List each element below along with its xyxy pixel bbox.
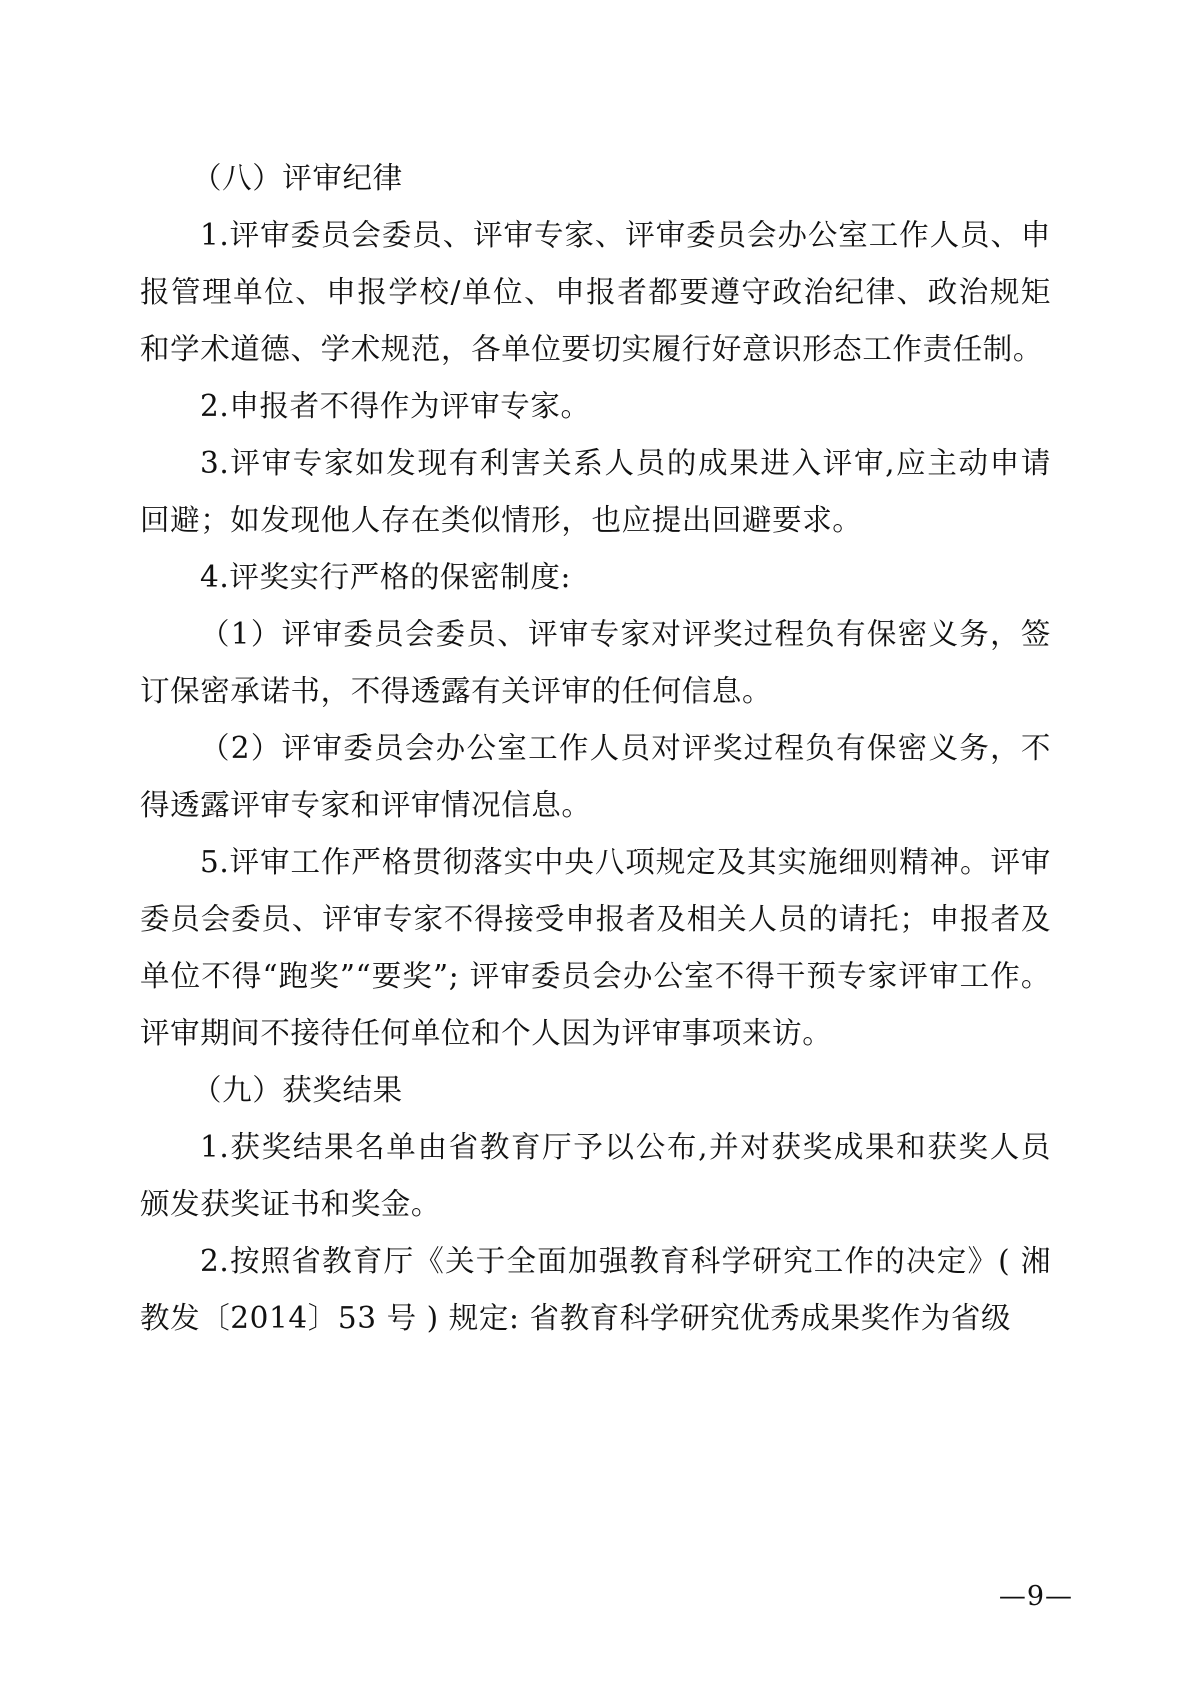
paragraph-5: 5.评审工作严格贯彻落实中央八项规定及其实施细则精神。评审委员会委员、评审专家不得接受申报者及相关人员的请托；申报者及单位不得“跑奖”“要奖”; 评审委员会办公室不得干预专家评审工作。评审期间不接待任何单位和个人因为评审事项来访。 xyxy=(140,845,1051,1050)
paragraph-4-item-2: （2）评审委员会办公室工作人员对评奖过程负有保密义务，不得透露评审专家和评审情况信息。 xyxy=(140,731,1051,822)
section-heading-8: （八）评审纪律 xyxy=(192,161,403,195)
paragraph-2: 2.申报者不得作为评审专家。 xyxy=(200,389,591,423)
document-body xyxy=(140,150,1051,1347)
paragraph-6: 1.获奖结果名单由省教育厅予以公布,并对获奖成果和获奖人员颁发获奖证书和奖金。 xyxy=(140,1130,1051,1221)
paragraph-4: 4.评奖实行严格的保密制度: xyxy=(200,560,571,594)
paragraph-7: 2.按照省教育厅《关于全面加强教育科学研究工作的决定》( 湘教发〔2014〕53 号 ) 规定: 省教育科学研究优秀成果奖作为省级 xyxy=(140,1244,1051,1335)
paragraph-3: 3.评审专家如发现有利害关系人员的成果进入评审,应主动申请回避；如发现他人存在类似情形，也应提出回避要求。 xyxy=(140,446,1051,537)
section-heading-9: （九）获奖结果 xyxy=(192,1073,403,1107)
paragraph-1: 1.评审委员会委员、评审专家、评审委员会办公室工作人员、申报管理单位、申报学校/单位、申报者都要遵守政治纪律、政治规矩和学术道德、学术规范，各单位要切实履行好意识形态工作责任制。 xyxy=(140,218,1051,366)
paragraph-4-item-1: （1）评审委员会委员、评审专家对评奖过程负有保密义务，签订保密承诺书，不得透露有关评审的任何信息。 xyxy=(140,617,1051,708)
page-number: —9— xyxy=(998,1581,1073,1612)
